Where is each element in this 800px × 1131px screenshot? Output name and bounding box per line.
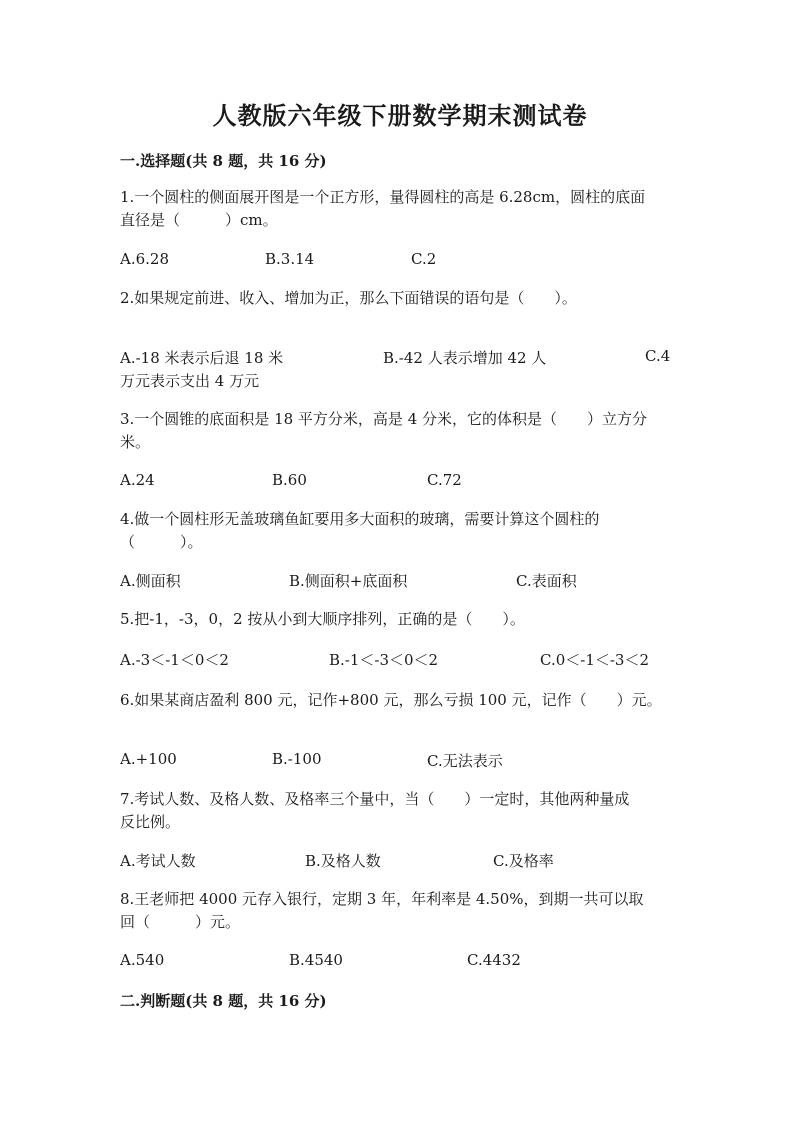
page-title: 人教版六年级下册数学期末测试卷: [212, 101, 588, 130]
question-8-option-c: C.4432: [467, 951, 521, 969]
question-7: [120, 788, 685, 834]
question-2-option-a: A.-18 米表示后退 18 米: [120, 349, 284, 367]
question-7-line-1: 7.考试人数、及格人数、及格率三个量中，当（ ）一定时，其他两种量成: [120, 790, 630, 808]
question-4-option-c: C.表面积: [516, 572, 577, 590]
question-6-option-a: A.+100: [120, 750, 177, 768]
question-3: [120, 408, 685, 454]
question-5: [120, 608, 685, 631]
question-2-line-1: 2.如果规定前进、收入、增加为正，那么下面错误的语句是（ ）。: [120, 289, 577, 307]
question-8-line-2: 回（ ）元。: [120, 913, 241, 931]
question-6: [120, 689, 685, 712]
question-8-option-b: B.4540: [289, 951, 343, 969]
question-5-option-c: C.0＜-1＜-3＜2: [540, 651, 650, 669]
question-7-option-a: A.考试人数: [120, 852, 196, 870]
section-header-judgment: 二.判断题(共 8 题，共 16 分): [120, 992, 327, 1010]
question-6-option-b: B.-100: [272, 750, 322, 768]
question-1-line-2: 直径是（ ）cm。: [120, 211, 278, 229]
question-2-option-b: B.-42 人表示增加 42 人: [383, 349, 547, 367]
question-3-option-c: C.72: [427, 471, 462, 489]
question-5-option-a: A.-3＜-1＜0＜2: [120, 651, 229, 669]
question-7-option-b: B.及格人数: [305, 852, 381, 870]
question-4-line-1: 4.做一个圆柱形无盖玻璃鱼缸要用多大面积的玻璃，需要计算这个圆柱的: [120, 510, 600, 528]
question-3-option-a: A.24: [120, 471, 155, 489]
question-4-option-a: A.侧面积: [120, 572, 181, 590]
question-5-line-1: 5.把-1，-3，0，2 按从小到大顺序排列，正确的是（ ）。: [120, 610, 525, 628]
question-1-option-a: A.6.28: [120, 250, 169, 268]
question-7-line-2: 反比例。: [120, 813, 181, 831]
question-4-line-2: （ ）。: [120, 533, 203, 551]
question-3-line-2: 米。: [120, 433, 151, 451]
question-1: [120, 186, 685, 232]
question-3-line-1: 3.一个圆锥的底面积是 18 平方分米，高是 4 分米，它的体积是（ ）立方分: [120, 410, 648, 428]
question-8-line-1: 8.王老师把 4000 元存入银行，定期 3 年，年利率是 4.50%，到期一共可以取: [120, 890, 644, 908]
question-1-option-b: B.3.14: [265, 250, 315, 268]
question-2-option-c-continued: 万元表示支出 4 万元: [120, 372, 260, 390]
question-6-line-1: 6.如果某商店盈利 800 元，记作+800 元，那么亏损 100 元，记作（ ）元。: [120, 691, 662, 709]
question-7-option-c: C.及格率: [493, 852, 554, 870]
question-6-option-c: C.无法表示: [427, 752, 503, 770]
question-1-option-c: C.2: [411, 250, 437, 268]
question-4: [120, 508, 685, 554]
section-header-choice: 一.选择题(共 8 题，共 16 分): [120, 152, 327, 170]
question-2: [120, 287, 685, 310]
question-4-option-b: B.侧面积+底面积: [289, 572, 408, 590]
question-3-option-b: B.60: [272, 471, 307, 489]
question-5-option-b: B.-1＜-3＜0＜2: [329, 651, 439, 669]
question-8-option-a: A.540: [120, 951, 165, 969]
question-2-option-c: C.4: [645, 347, 671, 365]
question-1-line-1: 1.一个圆柱的侧面展开图是一个正方形，量得圆柱的高是 6.28cm，圆柱的底面: [120, 188, 646, 206]
question-8: [120, 888, 685, 934]
